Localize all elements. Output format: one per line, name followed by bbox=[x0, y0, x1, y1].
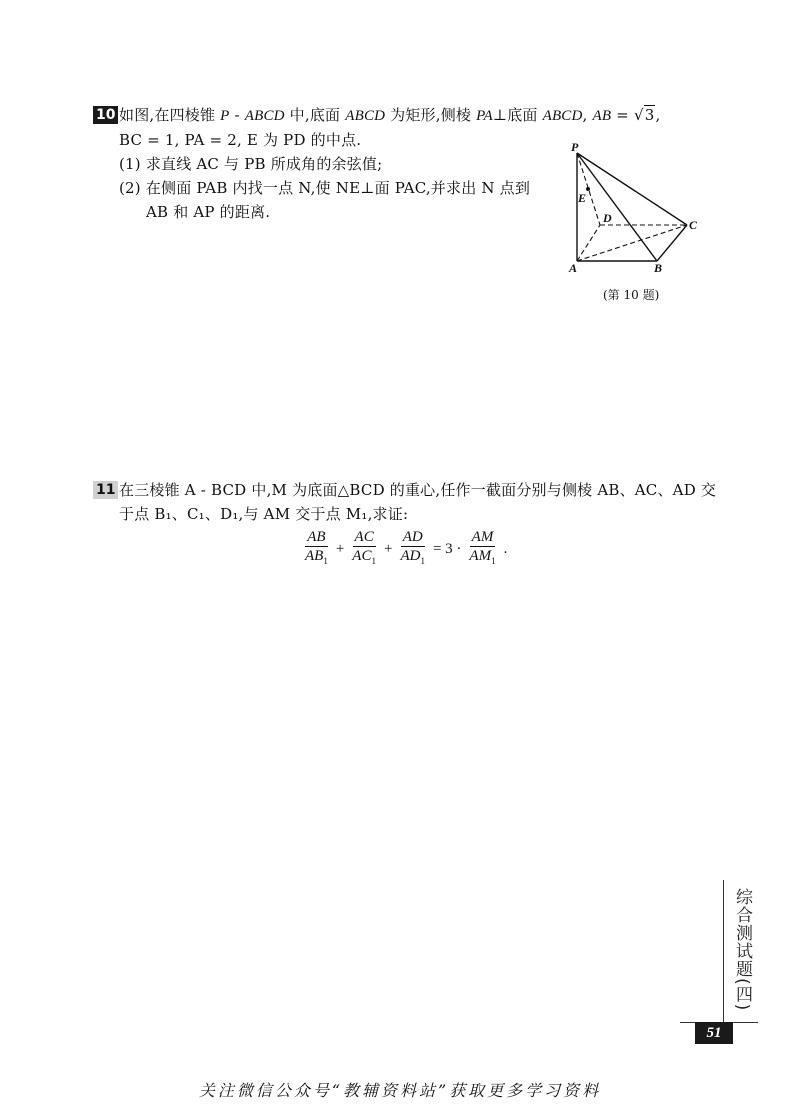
label-A: A bbox=[569, 261, 578, 275]
edge-PC bbox=[577, 153, 687, 225]
diagonal-AC bbox=[577, 225, 687, 261]
edge-PB bbox=[577, 153, 657, 261]
label-D: D bbox=[603, 211, 612, 225]
proof-formula: $\frac{AB}{AB_1}$ + $\frac{AC}{AC_1}$ + $\frac{AD}{AD_1}$ = 3 · $\frac{AM}{AM_1}$ . bbox=[303, 528, 507, 570]
question-10-line-1: 如图,在四棱锥 P - ABCD 中,底面 ABCD 为矩形,侧棱 PA⊥底面 ABCD, AB = √3, bbox=[119, 106, 661, 124]
question-11-number: 11 bbox=[93, 481, 118, 499]
question-11-line-1: 在三棱锥 A - BCD 中,M 为底面△BCD 的重心,任作一截面分别与侧棱 AB、AC、AD 交 bbox=[119, 481, 717, 499]
fraction-am: $\frac{AM}{AM_1}$ bbox=[469, 529, 496, 566]
fraction-ad: $\frac{AD}{AD_1}$ bbox=[400, 529, 425, 566]
question-10-line-2: BC = 1, PA = 2, E 为 PD 的中点. bbox=[119, 131, 362, 149]
side-label: 综合测试题(四) bbox=[732, 888, 752, 1012]
figure-caption: (第 10 题) bbox=[603, 288, 660, 302]
fraction-ac: $\frac{AC}{AC_1}$ bbox=[352, 529, 376, 566]
point-E bbox=[586, 187, 590, 191]
question-10-part-1: (1) 求直线 AC 与 PB 所成角的余弦值; bbox=[119, 155, 383, 173]
label-B: B bbox=[654, 261, 663, 275]
label-E: E bbox=[578, 191, 587, 205]
edge-AD bbox=[577, 225, 600, 261]
label-C: C bbox=[689, 218, 698, 232]
question-10-number: 10 bbox=[93, 106, 118, 124]
fraction-ab: $\frac{AB}{AB_1}$ bbox=[305, 529, 328, 566]
question-11-line-2: 于点 B₁、C₁、D₁,与 AM 交于点 M₁,求证: bbox=[119, 505, 409, 523]
page-number: 51 bbox=[695, 1022, 733, 1044]
label-P: P bbox=[571, 140, 579, 154]
sqrt-three: √3 bbox=[633, 106, 655, 124]
question-10-part-2a: (2) 在侧面 PAB 内找一点 N,使 NE⊥面 PAC,并求出 N 点到 bbox=[119, 179, 531, 197]
pyramid-figure bbox=[560, 140, 710, 275]
question-10-part-2b: AB 和 AP 的距离. bbox=[146, 203, 271, 221]
footer-note: 关注微信公众号“教辅资料站”获取更多学习资料 bbox=[198, 1081, 602, 1100]
